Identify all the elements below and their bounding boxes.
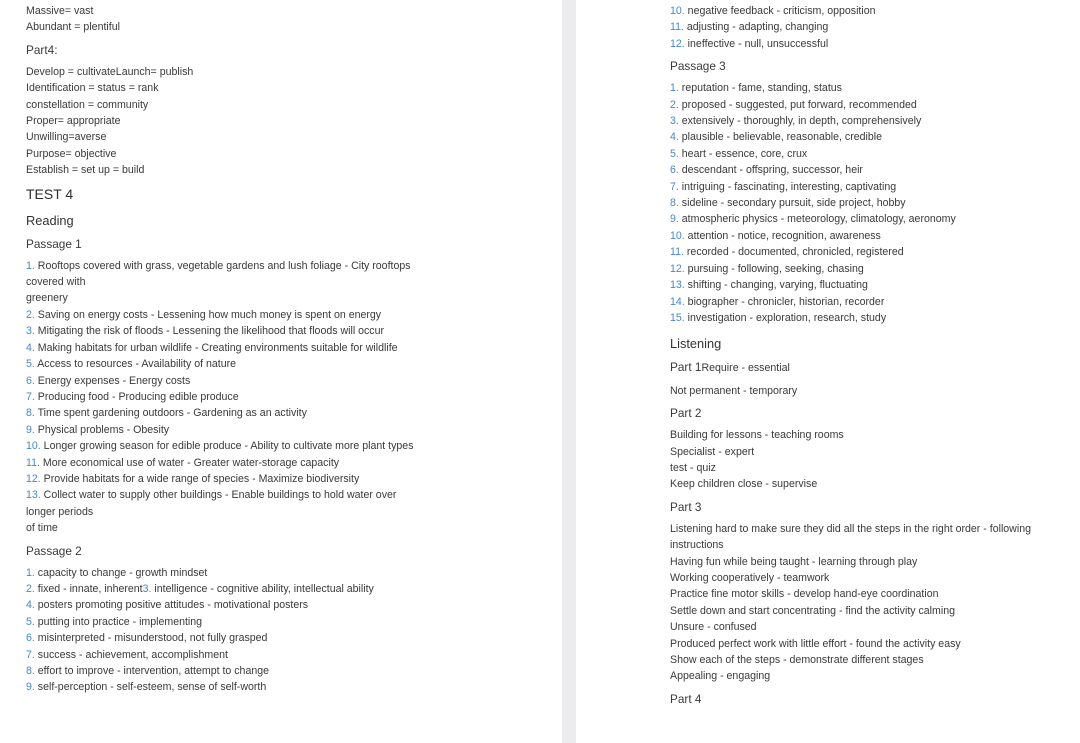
- item-number: 1.: [26, 566, 35, 579]
- list-item: [26, 487, 562, 503]
- list-item: [670, 3, 1080, 19]
- item-text: success - achievement, accomplishment: [34, 648, 228, 661]
- list-item: [26, 422, 562, 438]
- text-line: Unwilling=averse: [26, 131, 107, 144]
- item-number: 6.: [26, 374, 35, 387]
- text-line: Specialist - expert: [670, 445, 755, 458]
- list-item: [26, 405, 562, 421]
- item-text: intriguing - fascinating, interesting, captivating: [678, 180, 897, 193]
- list-item: [26, 258, 562, 274]
- item-number: 10.: [670, 5, 685, 17]
- list-item: [670, 179, 1080, 195]
- item-number: 4.: [26, 599, 35, 612]
- item-text: attention - notice, recognition, awareness: [684, 229, 881, 242]
- item-text: Producing food - Producing edible produce: [34, 390, 239, 403]
- item-number: 12.: [26, 472, 41, 485]
- item-text: Saving on energy costs - Lessening how much money is spent on energy: [34, 308, 382, 321]
- item-number: 14.: [670, 295, 685, 308]
- item-text: Mitigating the risk of floods - Lessening the likelihood that floods will occur: [34, 325, 385, 338]
- text-line: test - quiz: [670, 461, 716, 474]
- item-number: 8.: [670, 197, 679, 210]
- part4-heading-right: Part 4: [670, 691, 702, 706]
- list-item: [26, 290, 562, 306]
- list-item: [670, 310, 1080, 326]
- item-text: Time spent gardening outdoors - Gardening as an activity: [34, 407, 307, 420]
- item-number: 11.: [670, 21, 684, 34]
- item-text: Collect water to supply other buildings - Enable buildings to hold water over: [40, 489, 397, 502]
- item-text: extensively - thoroughly, in depth, comprehensively: [678, 115, 922, 128]
- item-text: misinterpreted - misunderstood, not fully grasped: [34, 632, 268, 645]
- item-text: atmospheric physics - meteorology, climatology, aeronomy: [678, 213, 956, 226]
- passage2-continued-list: [670, 3, 1080, 52]
- item-text: recorded - documented, chronicled, registered: [683, 246, 904, 259]
- text-line: Massive= vast: [26, 5, 94, 17]
- passage2-list: [26, 565, 562, 696]
- list-item: [670, 211, 1080, 227]
- item-number: 1.: [670, 82, 679, 95]
- passage3-list: [670, 80, 1080, 326]
- item-text: ineffective - null, unsuccessful: [684, 37, 829, 50]
- text-line: Listening hard to make sure they did all the steps in the right order - following: [670, 522, 1031, 535]
- item-text: pursuing - following, seeking, chasing: [684, 262, 864, 275]
- list-item: [26, 581, 562, 597]
- part4-list: [26, 64, 562, 179]
- part4-heading: Part4:: [26, 42, 58, 57]
- item-text: intelligence - cognitive ability, intellectual ability: [151, 582, 374, 595]
- list-item: [670, 80, 1080, 96]
- part1-label: Part 1: [670, 360, 702, 375]
- list-item: [26, 455, 562, 471]
- item-text: effort to improve - intervention, attempt to change: [34, 665, 270, 677]
- item-number: 6.: [26, 632, 35, 645]
- item-number: 8.: [26, 665, 35, 677]
- text-line: Develop = cultivateLaunch= publish: [26, 65, 194, 78]
- item-text: descendant - offspring, successor, heir: [678, 164, 863, 177]
- item-number: 3.: [670, 115, 679, 128]
- list-item: [26, 647, 562, 663]
- list-item: [670, 277, 1080, 293]
- list-item: [26, 565, 562, 581]
- part1-heading: [670, 359, 1080, 376]
- item-text: negative feedback - criticism, opposition: [684, 5, 876, 17]
- text-line: constellation = community: [26, 98, 149, 111]
- item-text: capacity to change - growth mindset: [34, 566, 208, 579]
- item-text: biographer - chronicler, historian, recorder: [684, 295, 885, 308]
- item-text: Longer growing season for edible produce - Ability to cultivate more plant types: [40, 440, 414, 453]
- item-number: 6.: [670, 164, 679, 177]
- text-line: Working cooperatively - teamwork: [670, 571, 830, 584]
- item-number: 7.: [670, 180, 679, 193]
- list-item: [26, 389, 562, 405]
- item-number: 4.: [26, 341, 35, 354]
- passage1-heading: Passage 1: [26, 236, 82, 251]
- text-line: Purpose= objective: [26, 147, 117, 160]
- list-item: [26, 356, 562, 372]
- text-line: Settle down and start concentrating - find the activity calming: [670, 604, 956, 617]
- item-number: 15.: [670, 311, 685, 324]
- text-line: Establish = set up = build: [26, 164, 145, 177]
- item-number: 7.: [26, 390, 35, 403]
- item-number: 9.: [26, 681, 35, 694]
- item-number: 4.: [670, 131, 679, 144]
- part2-heading: Part 2: [670, 406, 702, 421]
- document-page-right: [576, 0, 1080, 743]
- item-number: 1.: [26, 259, 35, 272]
- item-number: 9.: [670, 213, 679, 226]
- list-item: [670, 261, 1080, 277]
- item-text: Energy expenses - Energy costs: [34, 374, 191, 387]
- list-item: [26, 679, 562, 695]
- list-item: [26, 663, 562, 679]
- list-item: [670, 97, 1080, 113]
- top-lines: [26, 3, 562, 36]
- item-text: Access to resources - Availability of nature: [34, 358, 237, 371]
- item-text: Rooftops covered with grass, vegetable gardens and lush foliage - City rooftops: [34, 259, 411, 272]
- item-text: adjusting - adapting, changing: [683, 21, 829, 34]
- item-text: investigation - exploration, research, study: [684, 311, 887, 324]
- item-text: sideline - secondary pursuit, side project, hobby: [678, 197, 906, 210]
- text-line: Identification = status = rank: [26, 82, 159, 95]
- text-line: Building for lessons - teaching rooms: [670, 429, 844, 442]
- item-text: Provide habitats for a wide range of species - Maximize biodiversity: [40, 472, 360, 485]
- item-number: 11.: [26, 456, 40, 469]
- passage3-heading: Passage 3: [670, 59, 726, 74]
- item-text: Making habitats for urban wildlife - Creating environments suitable for wildlife: [34, 341, 398, 354]
- text-line: Appealing - engaging: [670, 670, 771, 683]
- item-number: 5.: [670, 147, 679, 160]
- text-line: Abundant = plentiful: [26, 21, 120, 34]
- part3-heading: Part 3: [670, 499, 702, 514]
- list-item: [670, 195, 1080, 211]
- listening-heading: Listening: [670, 336, 722, 352]
- item-number: 7.: [26, 648, 35, 661]
- reading-heading: Reading: [26, 212, 74, 228]
- item-text: reputation - fame, standing, status: [678, 82, 842, 95]
- item-number: 3.: [142, 582, 152, 595]
- item-text: covered with: [26, 276, 86, 289]
- list-item: [670, 113, 1080, 129]
- item-number: 5.: [26, 615, 35, 628]
- item-number: 12.: [670, 37, 685, 50]
- item-text: More economical use of water - Greater water-storage capacity: [39, 456, 340, 469]
- list-item: [670, 36, 1080, 52]
- text-line: Proper= appropriate: [26, 115, 121, 128]
- item-number: 10.: [26, 440, 41, 453]
- part3-list: [670, 521, 1080, 685]
- item-number: 5.: [26, 358, 35, 371]
- passage2-heading: Passage 2: [26, 543, 82, 558]
- text-line: Practice fine motor skills - develop hand-eye coordination: [670, 588, 939, 601]
- item-text: posters promoting positive attitudes - motivational posters: [34, 599, 309, 612]
- item-text: self-perception - self-esteem, sense of self-worth: [34, 681, 267, 694]
- item-text: plausible - believable, reasonable, credible: [678, 131, 883, 144]
- list-item: [26, 340, 562, 356]
- part2-list: [670, 427, 1080, 493]
- text-line: Unsure - confused: [670, 621, 757, 634]
- text-line: Produced perfect work with little effort - found the activity easy: [670, 637, 961, 650]
- item-number: 13.: [670, 279, 685, 292]
- list-item: [670, 129, 1080, 145]
- item-number: 10.: [670, 229, 685, 242]
- item-number: 8.: [26, 407, 35, 420]
- list-item: [670, 162, 1080, 178]
- item-text: of time: [26, 522, 58, 535]
- item-number: 12.: [670, 262, 685, 275]
- list-item: [26, 373, 562, 389]
- item-number: 11.: [670, 246, 684, 259]
- list-item: [26, 630, 562, 646]
- item-text: greenery: [26, 292, 68, 305]
- list-item: [670, 19, 1080, 35]
- item-number: 2.: [26, 582, 35, 595]
- list-item: [670, 228, 1080, 244]
- text-line: Keep children close - supervise: [670, 478, 818, 491]
- item-number: 3.: [26, 325, 35, 338]
- list-item: [670, 146, 1080, 162]
- part1-inline-text: Require - essential: [701, 362, 790, 375]
- item-text: proposed - suggested, put forward, recommended: [678, 98, 917, 111]
- list-item: [26, 307, 562, 323]
- text-line: instructions: [670, 539, 724, 552]
- test-heading: TEST 4: [26, 185, 74, 202]
- list-item: [670, 294, 1080, 310]
- item-text: longer periods: [26, 505, 94, 518]
- list-item: [26, 614, 562, 630]
- item-text: heart - essence, core, crux: [678, 147, 808, 160]
- list-item: [26, 471, 562, 487]
- passage1-list: [26, 258, 562, 537]
- item-number: 9.: [26, 423, 35, 436]
- list-item: [26, 520, 562, 536]
- text-line: Show each of the steps - demonstrate different stages: [670, 654, 924, 666]
- item-text: fixed - innate, inherent: [34, 582, 143, 595]
- text-line: Not permanent - temporary: [670, 384, 798, 397]
- item-number: 13.: [26, 489, 41, 502]
- item-text: Physical problems - Obesity: [34, 423, 170, 436]
- list-item: [26, 504, 562, 520]
- list-item: [26, 274, 562, 290]
- list-item: [26, 438, 562, 454]
- item-text: shifting - changing, varying, fluctuating: [684, 279, 868, 292]
- list-item: [670, 244, 1080, 260]
- item-text: putting into practice - implementing: [34, 615, 203, 628]
- text-line: Having fun while being taught - learning through play: [670, 555, 918, 568]
- list-item: [26, 597, 562, 613]
- item-number: 2.: [670, 98, 679, 111]
- list-item: [26, 323, 562, 339]
- item-number: 2.: [26, 308, 35, 321]
